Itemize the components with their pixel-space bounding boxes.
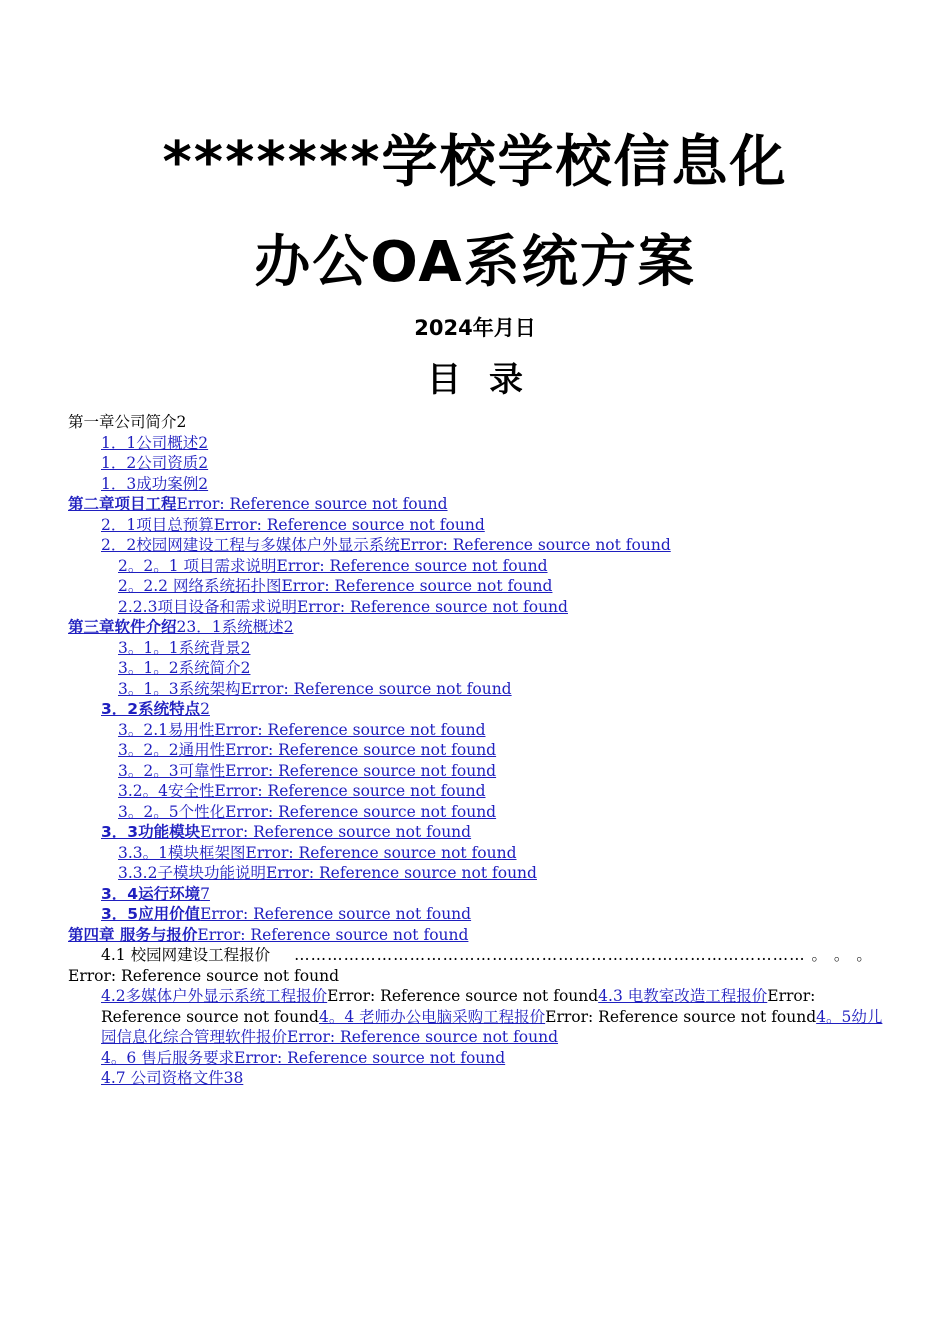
toc-error-text[interactable]: Error: Reference source not found [213, 515, 485, 534]
toc-page-number[interactable]: 2 [240, 659, 251, 677]
toc-entry-3-2[interactable] [68, 699, 888, 720]
toc-link[interactable]: 3．3功能模块 [101, 823, 201, 841]
toc-link[interactable]: 3。2。3可靠性 [118, 761, 226, 780]
toc-page-number[interactable]: 2 [240, 638, 251, 657]
table-of-contents [68, 412, 888, 1089]
toc-entry-3-1-1[interactable] [68, 638, 888, 659]
toc-error-text[interactable]: Error: Reference source not found [240, 679, 512, 698]
toc-link[interactable]: 3．2系统特点 [101, 700, 201, 718]
toc-link[interactable]: 1．1公司概述 [101, 433, 199, 452]
toc-page-number[interactable]: 2 [198, 454, 209, 472]
toc-link[interactable]: 4。6 售后服务要求 [101, 1048, 235, 1067]
toc-entry-3-3-1[interactable] [68, 843, 888, 864]
toc-entry-4-7[interactable] [68, 1068, 888, 1089]
toc-chapter-3[interactable] [68, 617, 888, 638]
toc-entry-3-3[interactable] [68, 822, 888, 843]
toc-page-number[interactable]: 7 [200, 884, 210, 903]
toc-entry-1-3[interactable] [68, 474, 888, 495]
toc-link[interactable]: 1．2公司资质 [101, 454, 199, 472]
document-title-line1: *******学校学校信息化 [162, 130, 788, 195]
toc-entry-3-2-1[interactable] [68, 720, 888, 741]
toc-link[interactable]: 第三章软件介绍 [68, 618, 177, 636]
toc-error-text[interactable]: Error: Reference source not found [200, 905, 472, 923]
toc-entry-3-4[interactable] [68, 884, 888, 905]
toc-error-text: Error: Reference source not found [68, 966, 340, 985]
toc-entry-1-1[interactable] [68, 433, 888, 454]
toc-chapter-4[interactable] [68, 925, 888, 946]
document-date: 2024年月日 [414, 316, 536, 340]
toc-error-text[interactable]: Error: Reference source not found [296, 597, 568, 616]
toc-link[interactable]: 3。2。5个性化 [118, 802, 226, 821]
toc-link[interactable]: 3.3.2子模块功能说明 [118, 864, 266, 882]
toc-error-text: Error: Reference source not found [101, 987, 816, 1026]
toc-entry-3-3-2[interactable] [68, 863, 888, 884]
toc-link[interactable]: 23．1系统概述 [176, 618, 284, 636]
toc-link[interactable]: 2.2.3项目设备和需求说明 [118, 597, 297, 616]
toc-error-text[interactable]: Error: Reference source not found [265, 864, 537, 882]
toc-error-text[interactable]: Error: Reference source not found [176, 495, 448, 513]
toc-link[interactable]: 3．4运行环境 [101, 884, 201, 903]
toc-page-number: 2 [176, 413, 187, 431]
toc-entry-3-1-3[interactable] [68, 679, 888, 700]
toc-entry-4-2-to-4-5 [68, 986, 888, 1048]
toc-entry-3-1-2[interactable] [68, 658, 888, 679]
toc-entry-3-2-2[interactable] [68, 740, 888, 761]
toc-entry-1-2[interactable] [68, 453, 888, 474]
toc-link[interactable]: 2。2。1 项目需求说明 [118, 556, 277, 575]
toc-entry-4-6[interactable] [68, 1048, 888, 1069]
toc-error-text[interactable]: Error: Reference source not found [287, 1028, 559, 1046]
toc-page-number[interactable]: 2 [198, 433, 209, 452]
toc-page-number[interactable]: 38 [223, 1069, 244, 1087]
toc-error-text[interactable]: Error: Reference source not found [214, 782, 486, 800]
toc-link[interactable]: 3。1。3系统架构 [118, 679, 241, 698]
toc-error-text[interactable]: Error: Reference source not found [197, 925, 469, 944]
toc-link[interactable]: 2。2.2 网络系统拓扑图 [118, 577, 282, 595]
toc-link[interactable]: 4.2多媒体户外显示系统工程报价 [101, 987, 328, 1005]
toc-error-text[interactable]: Error: Reference source not found [214, 720, 486, 739]
toc-dot-leader: ………………………………………………………………………………… 。 。 。 [294, 946, 873, 964]
toc-entry-2-2-3[interactable] [68, 597, 888, 618]
toc-error-text[interactable]: Error: Reference source not found [225, 741, 497, 759]
toc-link[interactable]: 3．5应用价值 [101, 905, 201, 923]
toc-link[interactable]: 1．3成功案例 [101, 474, 199, 493]
toc-entry-4-1-error [68, 966, 888, 987]
toc-entry-2-1[interactable] [68, 515, 888, 536]
toc-error-text: Error: Reference source not found [327, 987, 599, 1005]
toc-link[interactable]: 4.3 电教室改造工程报价 [598, 987, 768, 1005]
toc-link[interactable]: 3.2。4安全性 [118, 782, 215, 800]
toc-entry-2-2-2[interactable] [68, 576, 888, 597]
toc-page-number[interactable]: 2 [200, 700, 210, 718]
toc-entry-3-5[interactable] [68, 904, 888, 925]
toc-entry-2-2-1[interactable] [68, 556, 888, 577]
toc-link[interactable]: 第四章 服务与报价 [68, 925, 198, 944]
toc-link[interactable]: 3。2。2通用性 [118, 741, 226, 759]
toc-link[interactable]: 第二章项目工程 [68, 495, 177, 513]
toc-error-text[interactable]: Error: Reference source not found [399, 536, 671, 554]
toc-link[interactable]: 3。1。1系统背景 [118, 638, 241, 657]
toc-error-text[interactable]: Error: Reference source not found [225, 802, 497, 821]
toc-entry-3-2-5[interactable] [68, 802, 888, 823]
toc-page-number[interactable]: 2 [198, 474, 209, 493]
toc-entry-text: 4.1 校园网建设工程报价 [101, 946, 271, 964]
toc-link[interactable]: 4.7 公司资格文件 [101, 1069, 224, 1087]
toc-chapter-2[interactable] [68, 494, 888, 515]
toc-link[interactable]: 3.3。1模块框架图 [118, 843, 246, 862]
toc-chapter-1 [68, 412, 888, 433]
toc-error-text[interactable]: Error: Reference source not found [281, 577, 553, 595]
toc-page-number[interactable]: 2 [283, 618, 294, 636]
toc-entry-text: 第一章公司简介 [68, 413, 177, 431]
toc-error-text[interactable]: Error: Reference source not found [276, 556, 548, 575]
toc-link[interactable]: 4。4 老师办公电脑采购工程报价 [318, 1007, 546, 1026]
toc-link[interactable]: 4。5幼儿园信息化综合管理软件报价 [101, 1007, 883, 1046]
toc-link[interactable]: 2．2校园网建设工程与多媒体户外显示系统 [101, 536, 400, 554]
toc-error-text[interactable]: Error: Reference source not found [234, 1048, 506, 1067]
toc-entry-4-1 [68, 945, 888, 966]
toc-link[interactable]: 3。2.1易用性 [118, 720, 215, 739]
document-title-line2: 办公OA系统方案 [254, 230, 696, 295]
toc-entry-2-2[interactable] [68, 535, 888, 556]
toc-error-text: Error: Reference source not found [545, 1007, 817, 1026]
toc-link[interactable]: 2．1项目总预算 [101, 515, 214, 534]
toc-error-text[interactable]: Error: Reference source not found [245, 843, 517, 862]
toc-entry-3-2-3[interactable] [68, 761, 888, 782]
toc-heading: 目录 [427, 360, 551, 400]
toc-link[interactable]: 3。1。2系统简介 [118, 659, 241, 677]
toc-entry-3-2-4[interactable] [68, 781, 888, 802]
toc-error-text[interactable]: Error: Reference source not found [225, 761, 497, 780]
toc-error-text[interactable]: Error: Reference source not found [200, 823, 472, 841]
